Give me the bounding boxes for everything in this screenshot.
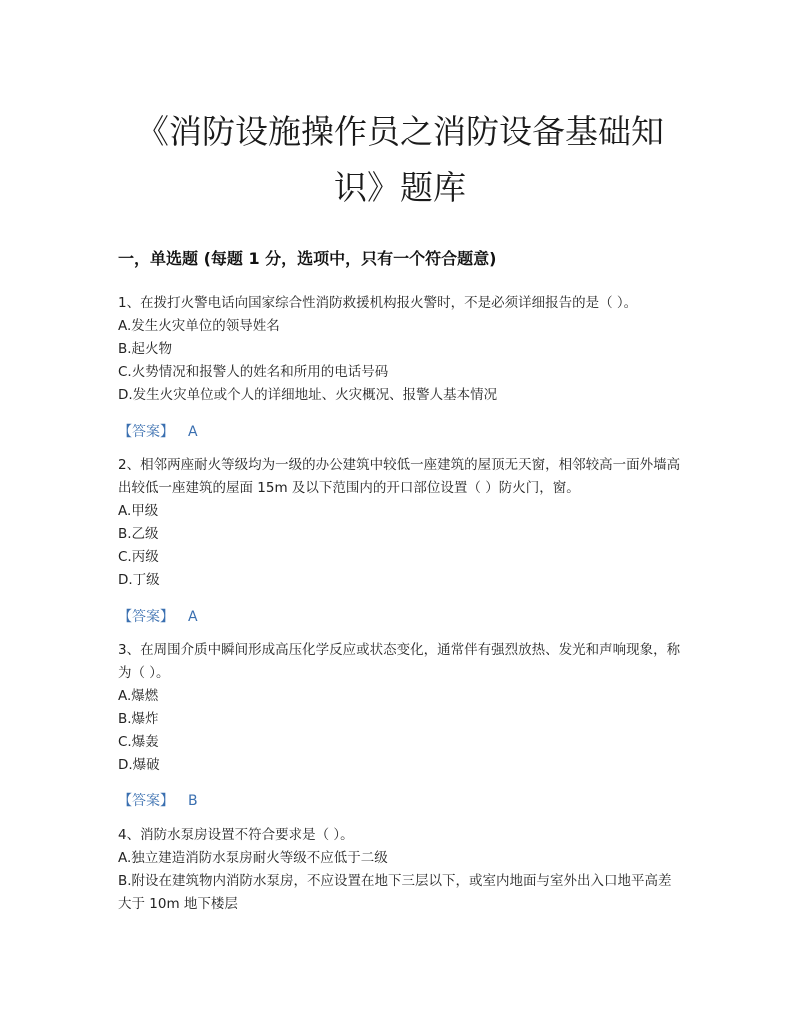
section-heading: 一，单选题 (每题 1 分，选项中，只有一个符合题意) <box>118 249 497 268</box>
document-title-line-2: 识》题库 <box>334 168 466 207</box>
question-3-option-c: C.爆轰 <box>118 734 159 750</box>
question-3-stem: 3、在周围介质中瞬间形成高压化学反应或状态变化，通常伴有强烈放热、发光和声响现象，称为（ ）。 <box>118 642 681 681</box>
question-2-answer <box>118 606 198 626</box>
question-3 <box>118 639 684 777</box>
question-1-answer <box>118 421 198 441</box>
question-4 <box>118 824 684 916</box>
question-3-option-a: A.爆燃 <box>118 688 159 704</box>
question-1 <box>118 292 684 407</box>
question-2-option-d: D.丁级 <box>118 572 160 588</box>
question-2-option-a: A.甲级 <box>118 503 159 519</box>
answer-label: 【答案】 <box>118 609 174 625</box>
question-1-option-c: C.火势情况和报警人的姓名和所用的电话号码 <box>118 364 389 380</box>
document-title <box>100 104 700 216</box>
answer-label: 【答案】 <box>118 793 174 809</box>
question-1-option-a: A.发生火灾单位的领导姓名 <box>118 318 280 334</box>
question-1-option-d: D.发生火灾单位或个人的详细地址、火灾概况、报警人基本情况 <box>118 387 498 403</box>
question-2-option-c: C.丙级 <box>118 549 159 565</box>
answer-value: A <box>188 424 198 440</box>
question-4-stem: 4、消防水泵房设置不符合要求是（ ）。 <box>118 827 354 843</box>
question-2 <box>118 454 684 592</box>
answer-value: A <box>188 609 198 625</box>
question-3-answer <box>118 790 198 810</box>
question-2-stem: 2、相邻两座耐火等级均为一级的办公建筑中较低一座建筑的屋顶无天窗，相邻较高一面外墙高出较低一座建筑的屋面 15m 及以下范围内的开口部位设置（ ）防火门，窗。 <box>118 457 681 496</box>
document-title-line-1: 《消防设施操作员之消防设备基础知 <box>136 112 664 151</box>
answer-value: B <box>188 793 198 809</box>
answer-label: 【答案】 <box>118 424 174 440</box>
question-4-option-a: A.独立建造消防水泵房耐火等级不应低于二级 <box>118 850 388 866</box>
question-3-option-d: D.爆破 <box>118 757 160 773</box>
question-2-option-b: B.乙级 <box>118 526 159 542</box>
question-1-stem: 1、在拨打火警电话向国家综合性消防救援机构报火警时，不是必须详细报告的是（ ）。 <box>118 295 638 311</box>
question-1-option-b: B.起火物 <box>118 341 173 357</box>
question-4-option-b: B.附设在建筑物内消防水泵房，不应设置在地下三层以下，或室内地面与室外出入口地平高差大于 10m 地下楼层 <box>118 873 672 912</box>
question-3-option-b: B.爆炸 <box>118 711 159 727</box>
